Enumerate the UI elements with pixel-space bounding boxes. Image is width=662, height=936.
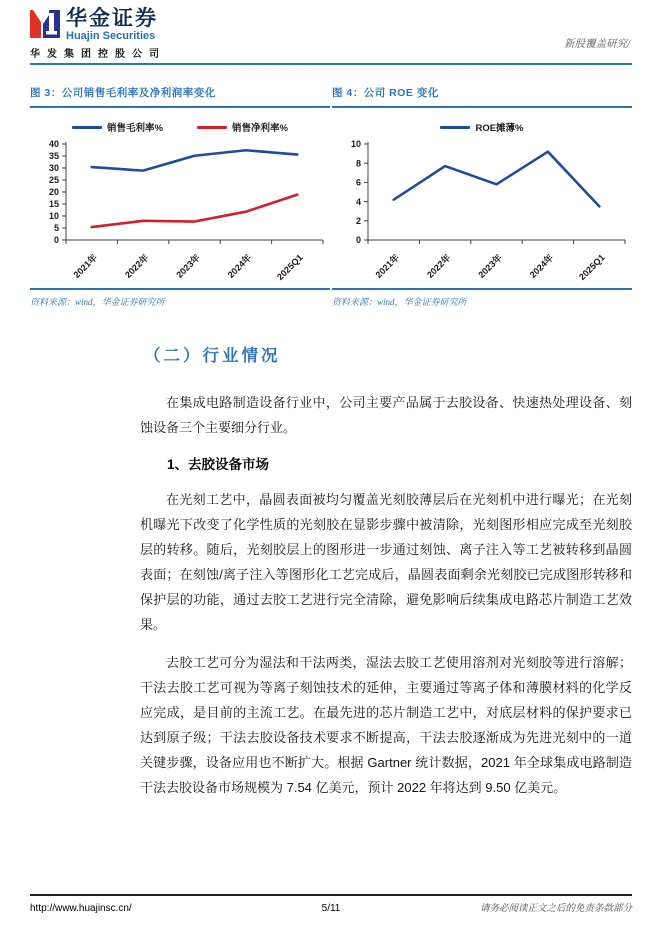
figure-4-legend [332, 120, 632, 134]
legend-item [440, 120, 523, 134]
svg-text:40: 40 [48, 139, 59, 150]
section-heading: （二）行业情况 [144, 347, 281, 365]
figure-4-source: 资料来源：wind，华金证券研究所 [332, 288, 632, 308]
footer [30, 894, 632, 914]
page-number: 5/11 [321, 903, 341, 914]
brand-name-en: Huajin Securities [66, 30, 156, 42]
svg-text:2023年: 2023年 [476, 252, 504, 280]
footer-divider [30, 894, 632, 896]
legend-label: 销售净利率% [232, 123, 288, 134]
figure-3-chart [30, 136, 330, 286]
brand-name-cn: 华金证券 [66, 7, 158, 30]
figure-4-chart [332, 136, 632, 286]
footer-disclaimer: 请务必阅读正文之后的免责条款部分 [480, 904, 633, 914]
svg-text:6: 6 [355, 177, 361, 188]
svg-text:2024年: 2024年 [527, 252, 556, 280]
svg-text:4: 4 [355, 196, 361, 207]
svg-text:2021年: 2021年 [373, 252, 402, 280]
figure-3-source: 资料来源：wind，华金证券研究所 [30, 288, 330, 308]
legend-label: ROE摊薄% [475, 123, 524, 134]
brand-subtitle: 华发集团控股公司 [30, 49, 166, 60]
legend-line-swatch [440, 126, 470, 129]
header-divider [30, 63, 632, 65]
svg-text:35: 35 [48, 151, 59, 162]
legend-label: 销售毛利率% [107, 123, 163, 134]
huajin-logo-icon [30, 10, 60, 38]
figure-3-title: 图 3：公司销售毛利率及净利润率变化 [30, 85, 330, 108]
footer-row [30, 900, 632, 914]
legend-item [197, 120, 288, 134]
svg-text:15: 15 [48, 199, 59, 210]
figure-4 [332, 85, 632, 308]
svg-text:30: 30 [48, 163, 59, 174]
footer-url-link[interactable]: http://www.huajinsc.cn/ [30, 903, 132, 914]
brand-text [66, 8, 158, 42]
svg-text:2022年: 2022年 [122, 252, 151, 280]
svg-text:2021年: 2021年 [71, 252, 100, 280]
figure-3 [30, 85, 330, 308]
svg-text:10: 10 [48, 211, 59, 222]
paragraph-degumming-methods: 去胶工艺可分为湿法和干法两类，湿法去胶工艺使用溶剂对光刻胶等进行溶解；干法去胶工艺可视为等离子刻蚀技术的延伸，主要通过等离子体和薄膜材料的化学反应完成，是目前的主流工艺。在最先进的芯片制造工艺中，对底层材料的保护要求已达到原子级；干法去胶设备技术要求不断提高，干法去胶逐渐成为先进光刻中的一道关键步骤，设备应用也不断扩大。根据 Gartner 统计数据，2021 年全球集成电路制造干法去胶设备市场规模为 7.54 亿美元，预计 2022 年将达到 9.50 亿美元。 [140, 655, 632, 795]
svg-text:10: 10 [350, 139, 361, 150]
legend-line-swatch [197, 126, 227, 129]
sub-heading-degumming-market: 1、去胶设备市场 [167, 457, 270, 472]
header [0, 0, 662, 65]
legend-line-swatch [72, 126, 102, 129]
figures-row [0, 65, 662, 308]
svg-text:2022年: 2022年 [424, 252, 453, 280]
svg-text:2023年: 2023年 [174, 252, 202, 280]
report-category-label: 新股覆盖研究/ [564, 39, 630, 50]
svg-text:2025Q1: 2025Q1 [576, 252, 607, 283]
brand-block [30, 8, 632, 42]
svg-text:0: 0 [53, 235, 59, 246]
svg-text:2: 2 [355, 216, 361, 226]
svg-text:8: 8 [355, 158, 361, 169]
paragraph-industry-overview: 在集成电路制造设备行业中，公司主要产品属于去胶设备、快速热处理设备、刻蚀设备三个主要细分行业。 [140, 395, 632, 435]
legend-item [72, 120, 163, 134]
figure-3-legend [30, 120, 330, 134]
figure-4-title: 图 4：公司 ROE 变化 [332, 85, 632, 108]
svg-text:20: 20 [48, 187, 59, 198]
body-content [140, 342, 632, 800]
svg-text:25: 25 [48, 175, 59, 186]
svg-text:0: 0 [355, 235, 361, 246]
svg-text:2025Q1: 2025Q1 [274, 252, 305, 283]
paragraph-lithography-process: 在光刻工艺中，晶圆表面被均匀覆盖光刻胶薄层后在光刻机中进行曝光；在光刻机曝光下改变了化学性质的光刻胶在显影步骤中被清除，光刻图形相应完成至光刻胶层的转移。随后，光刻胶层上的图形进一步通过刻蚀、离子注入等工艺被转移到晶圆表面；在刻蚀/离子注入等图形化工艺完成后，晶圆表面剩余光刻胶已完成图形转移和保护层的功能，通过去胶工艺进行完全清除，避免影响后续集成电路芯片制造工艺效果。 [140, 492, 632, 632]
svg-text:2024年: 2024年 [225, 252, 254, 280]
svg-text:5: 5 [53, 223, 59, 234]
